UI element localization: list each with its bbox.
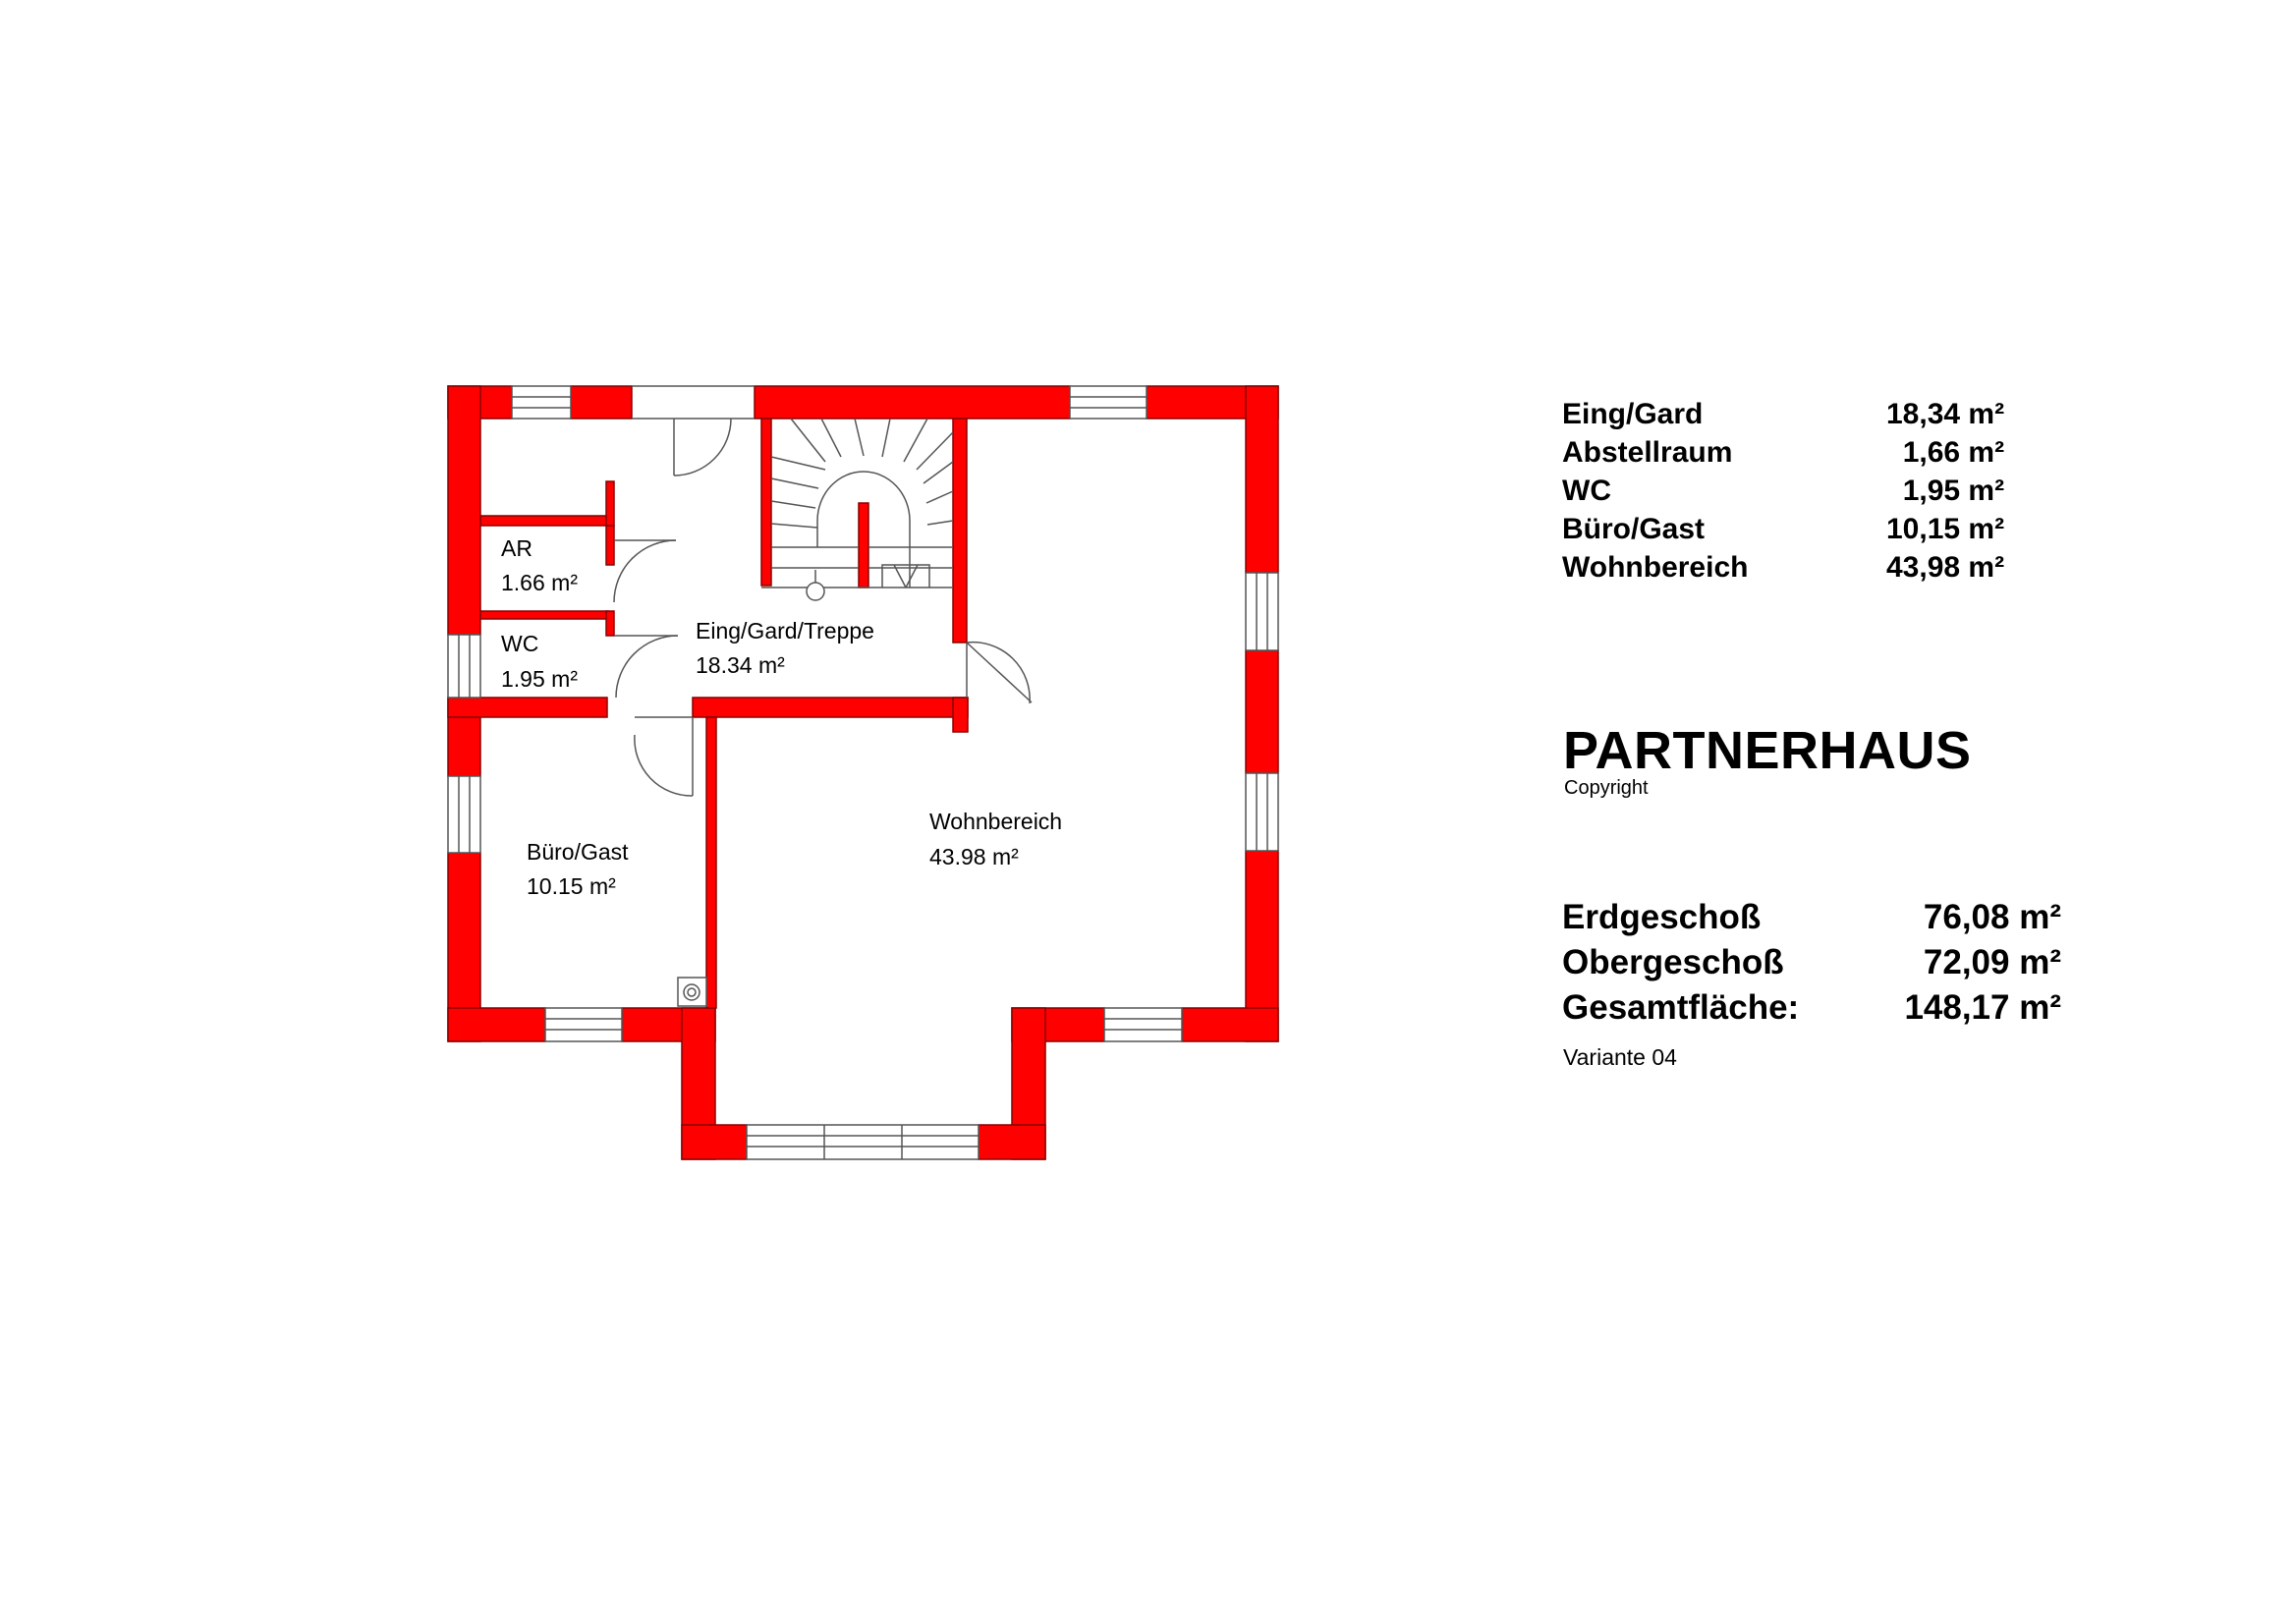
room-area-list: [1562, 395, 2004, 587]
room-list-name: Büro/Gast: [1562, 513, 1706, 545]
total-name: Obergeschoß: [1562, 943, 1784, 981]
walls: [448, 386, 1278, 1159]
stair-treads: [761, 419, 953, 588]
room-name-buero: Büro/Gast: [527, 839, 629, 865]
room-list-name: WC: [1562, 475, 1611, 507]
list-item: [1562, 395, 2004, 433]
list-item: [1562, 940, 2061, 985]
room-list-area: 43,98 m²: [1886, 551, 2005, 584]
room-name-wohn: Wohnbereich: [929, 809, 1063, 834]
stair-start-marker-icon: [807, 583, 824, 600]
room-list-area: 1,95 m²: [1902, 475, 2005, 507]
windows: [448, 386, 1278, 1159]
brand-title: PARTNERHAUS: [1563, 721, 1972, 780]
list-item: [1562, 895, 2061, 940]
room-area-wohn: 43.98 m²: [929, 844, 1019, 869]
list-item: [1562, 548, 2004, 587]
room-list-area: 1,66 m²: [1902, 436, 2005, 469]
list-item: [1562, 510, 2004, 548]
copyright-text: Copyright: [1564, 777, 1649, 799]
room-name-ar: AR: [501, 535, 532, 561]
list-item: [1562, 433, 2004, 472]
room-list-area: 10,15 m²: [1886, 513, 2005, 545]
variant-label: Variante 04: [1563, 1044, 1677, 1070]
room-area-eing: 18.34 m²: [696, 652, 785, 678]
list-item: [1562, 985, 2061, 1031]
chimney-icon: [678, 978, 706, 1006]
list-item: [1562, 472, 2004, 510]
total-name: Erdgeschoß: [1562, 898, 1762, 936]
total-area: 76,08 m²: [1923, 898, 2061, 936]
floor-totals: [1562, 895, 2061, 1031]
room-area-ar: 1.66 m²: [501, 570, 578, 595]
room-name-wc: WC: [501, 631, 539, 656]
room-list-name: Eing/Gard: [1562, 398, 1704, 430]
room-area-buero: 10.15 m²: [527, 873, 616, 899]
room-list-name: Abstellraum: [1562, 436, 1733, 469]
total-area: 148,17 m²: [1904, 988, 2061, 1027]
room-list-name: Wohnbereich: [1562, 551, 1749, 584]
room-list-area: 18,34 m²: [1886, 398, 2005, 430]
total-area: 72,09 m²: [1923, 943, 2061, 981]
room-name-eing: Eing/Gard/Treppe: [696, 618, 874, 644]
total-name: Gesamtfläche:: [1562, 988, 1800, 1027]
room-area-wc: 1.95 m²: [501, 666, 578, 692]
